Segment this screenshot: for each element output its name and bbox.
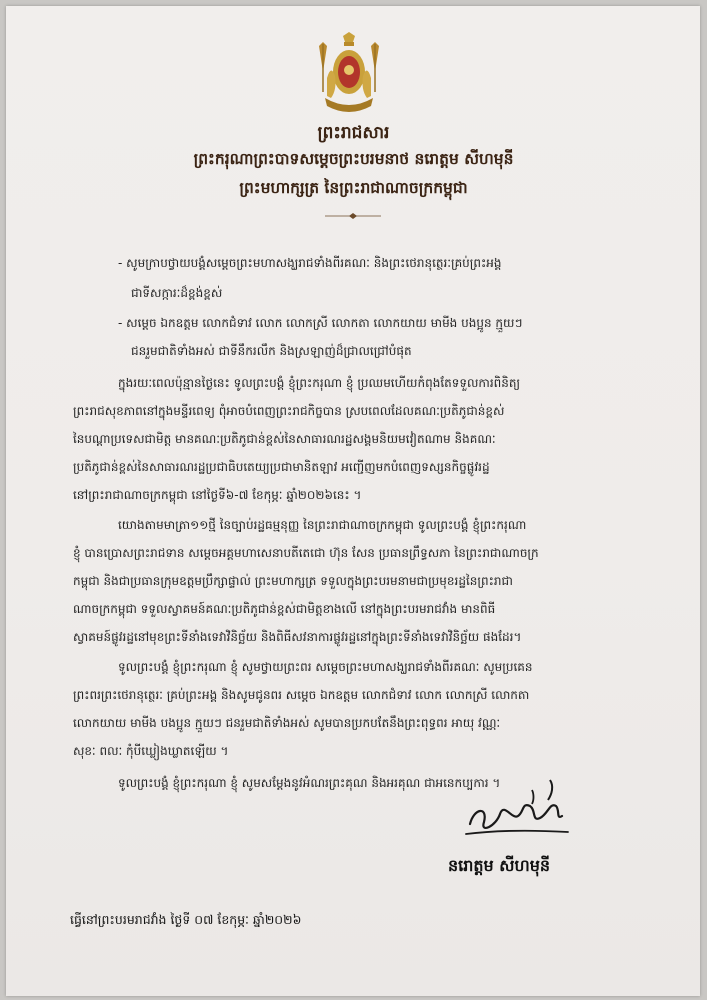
closing-line: ទូលព្រះបង្គំ ខ្ញុំព្រះករុណា ខ្ញុំ សូមសម្តែងនូវអំណរព្រះគុណ និងអរគុណ ជាអនេកប្បការ ។: [118, 776, 501, 790]
paragraph-line: ព្រះពរព្រះថេរានុត្ថេរៈ គ្រប់ព្រះអង្គ និងសូមជូនពរ សម្តេច ឯកឧត្តម លោកជំទាវ លោក លោកស្រី លោកតា: [73, 688, 530, 702]
paragraph-line: ណាចក្រកម្ពុជា ទទួលស្វាគមន៍គណៈប្រតិភូជាន់ខ្ពស់ជាមិត្តខាងលើ នៅក្នុងព្រះបរមរាជវាំង មានពិធី: [73, 602, 496, 616]
letter-subtitle: ព្រះករុណាព្រះបាទសម្ដេចព្រះបរមនាថ នរោត្ដម សីហមុនី: [193, 150, 514, 168]
paragraph-line: ក្នុងរយៈពេលប៉ុន្មានថ្ងៃនេះ ទូលព្រះបង្គំ ខ្ញុំព្រះករុណា ខ្ញុំ ប្រឈមហើយកំពុងតែទទួលការពិនិត្យ: [118, 376, 521, 390]
divider-ornament: [323, 212, 383, 220]
signatory-name: នរោត្តម សីហមុនី: [448, 856, 551, 875]
paragraph-line: យោងតាមមាត្រា១១ថ្មី នៃច្បាប់រដ្ឋធម្មនុញ្ញ នៃព្រះរាជាណាចក្រកម្ពុជា ទូលព្រះបង្គំ ខ្ញុំព្រះករុណា: [118, 518, 527, 532]
date-line: ធ្វើនៅព្រះបរមរាជវាំង ថ្ងៃទី ០៧ ខែកុម្ភៈ ឆ្នាំ២០២៦: [70, 912, 302, 927]
salutation-line-2: - សម្តេច ឯកឧត្តម លោកជំទាវ លោក លោកស្រី លោកតា លោកយាយ មាមីង បងប្អូន ក្មួយៗ: [118, 316, 523, 330]
paragraph-line: លោកយាយ មាមីង បងប្អូន ក្មួយៗ ជនរួមជាតិទាំងអស់ សូមបានប្រកបតែនឹងព្រះពុទ្ធពរ អាយុ វណ្ណៈ: [73, 716, 501, 730]
salutation-line-1b: ជាទីសក្ការៈដ៏ខ្ពង់ខ្ពស់: [131, 286, 223, 300]
paragraph-line: ខ្ញុំ បានប្រោសព្រះរាជទាន សម្តេចអគ្គមហាសេនាបតីតេជោ ហ៊ុន សែន ប្រធានព្រឹទ្ធសភា នៃព្រះរាជាណាចក្រ: [73, 546, 539, 560]
paragraph-line: ព្រះរាជសុខភាពនៅក្នុងមន្ទីរពេទ្យ ពុំអាចបំពេញព្រះរាជកិច្ចបាន ស្របពេលដែលគណៈប្រតិភូជាន់ខ្ពស់: [73, 404, 505, 418]
letter-title: ព្រះរាជសារ: [317, 123, 390, 143]
paragraph-line: ស្វាគមន៍ផ្លូវរដ្ឋនៅមុខព្រះទីនាំងទេវាវិនិច្ឆ័យ និងពិធីសវនាការផ្លូវរដ្ឋនៅក្នុងព្រះទីនាំងទេវាវិនិច្ឆ័យ ផងដែរ។: [73, 630, 522, 644]
salutation-line-1: - សូមក្រាបថ្វាយបង្គំសម្តេចព្រះមហាសង្ឃរាជទាំងពីរគណៈ និងព្រះថេរានុត្ថេរៈគ្រប់ព្រះអង្គ: [118, 256, 502, 270]
royal-emblem-icon: [313, 32, 385, 116]
paragraph-line: ប្រតិភូជាន់ខ្ពស់នៃសាធារណរដ្ឋប្រជាធិបតេយ្យប្រជាមានិតឡាវ អញ្ជើញមកបំពេញទស្សនកិច្ចផ្លូវរដ្ឋ: [73, 460, 490, 474]
handwritten-signature: [462, 772, 574, 844]
paragraph-line: នៃបណ្តាប្រទេសជាមិត្ត មានគណៈប្រតិភូជាន់ខ្ពស់នៃសាធារណរដ្ឋសង្គមនិយមវៀតណាម និងគណៈ: [73, 432, 496, 446]
letter-subtitle-2: ព្រះមហាក្សត្រ នៃព្រះរាជាណាចក្រកម្ពុជា: [239, 179, 468, 197]
paragraph-line: នៅព្រះរាជាណាចក្រកម្ពុជា នៅថ្ងៃទី៦-៧ ខែកុម្ភៈ ឆ្នាំ២០២៦នេះ ។: [73, 488, 362, 502]
paragraph-line: ទូលព្រះបង្គំ ខ្ញុំព្រះករុណា ខ្ញុំ សូមថ្វាយព្រះពរ សម្តេចព្រះមហាសង្ឃរាជទាំងពីរគណៈ សូមប្រគេន: [118, 660, 533, 674]
salutation-line-2b: ជនរួមជាតិទាំងអស់ ជាទីនឹករលឹក និងស្រឡាញ់ដ៏ជ្រាលជ្រៅបំផុត: [131, 344, 412, 358]
paragraph-line: សុខៈ ពលៈ កុំបីឃ្លៀងឃ្លាតឡើយ ។: [73, 744, 229, 758]
paragraph-line: កម្ពុជា និងជាប្រធានក្រុមឧត្តមប្រឹក្សាផ្ទាល់ ព្រះមហាក្សត្រ ទទួលក្នុងព្រះបរមនាមជាប្រមុខរដ្ឋនៃព្រះរាជា: [73, 574, 513, 588]
